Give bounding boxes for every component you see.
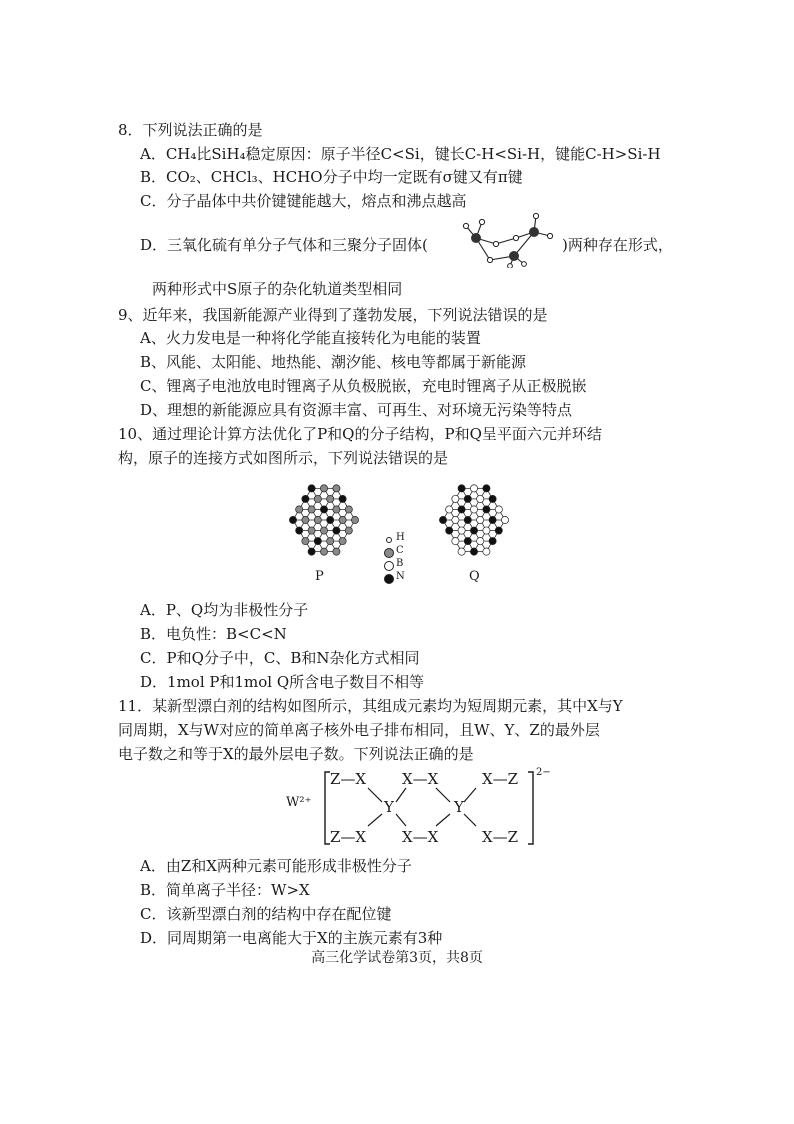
atom-marker	[308, 506, 315, 513]
atom-marker	[333, 485, 340, 492]
group-bottom-right: X—Z	[482, 828, 519, 846]
atom-marker	[464, 495, 471, 502]
atom-marker	[483, 548, 490, 555]
atom-marker	[289, 516, 296, 523]
atom-marker	[314, 537, 321, 544]
group-top-right: X—Z	[482, 770, 519, 788]
legend-label-n: N	[396, 571, 405, 582]
atom-marker	[302, 495, 309, 502]
legend-label-h: H	[396, 532, 405, 543]
atom-marker	[308, 548, 315, 555]
molecule-q-figure	[428, 474, 520, 566]
q9-option-c: C、锂离子电池放电时锂离子从负极脱嵌，充电时锂离子从正极脱嵌	[140, 377, 587, 395]
molecule-q-label: Q	[469, 569, 480, 584]
atom-marker	[470, 506, 477, 513]
sulfur-atom	[471, 233, 481, 243]
atom-marker	[339, 495, 346, 502]
sulfur-atom	[509, 251, 519, 261]
atom-marker	[302, 537, 309, 544]
q9-stem: 9、近年来，我国新能源产业得到了蓬勃发展，下列说法错误的是	[118, 306, 548, 324]
q8-option-d-before: D．三氧化硫有单分子气体和三聚分子固体(	[140, 236, 428, 254]
atom-marker	[327, 516, 334, 523]
atom-marker	[320, 506, 327, 513]
atom-marker	[351, 516, 358, 523]
atom-marker	[327, 537, 334, 544]
legend-label-b: B	[396, 558, 404, 569]
atom-marker	[470, 485, 477, 492]
atom-marker	[483, 485, 490, 492]
atom-marker	[501, 516, 508, 523]
q8-stem: 8．下列说法正确的是	[118, 121, 263, 139]
anion-charge: 2−	[536, 767, 551, 778]
q11-option-a: A．由Z和X两种元素可能形成非极性分子	[140, 857, 412, 875]
q10-stem: 10、通过理论计算方法优化了P和Q的分子结构，P和Q呈平面六元并环结	[118, 425, 602, 443]
q8-option-b: B．CO₂、CHCl₃、HCHO分子中均一定既有σ键又有π键	[140, 168, 523, 186]
atom-marker	[308, 485, 315, 492]
q10-option-a: A．P、Q均为非极性分子	[140, 601, 309, 619]
q11-option-c: C．该新型漂白剂的结构中存在配位键	[140, 905, 392, 923]
atom-marker	[470, 548, 477, 555]
atom-marker	[446, 527, 453, 534]
atom-marker	[320, 527, 327, 534]
group-top-mid: X—X	[402, 770, 439, 788]
q10-option-c: C．P和Q分子中，C、B和N杂化方式相同	[140, 649, 420, 667]
atom-marker	[495, 527, 502, 534]
q9-option-d: D、理想的新能源应具有资源丰富、可再生、对环境无污染等特点	[140, 401, 573, 419]
atom-marker	[452, 495, 459, 502]
legend-marker-h	[386, 537, 392, 543]
sulfur-atom	[529, 227, 539, 237]
atom-y-right: Y	[454, 798, 464, 816]
atom-legend	[384, 534, 424, 586]
atom-y-left: Y	[384, 798, 394, 816]
legend-marker-n	[384, 574, 394, 584]
q8-option-d-after: )两种存在形式，	[562, 236, 673, 254]
atom-marker	[302, 516, 309, 523]
atom-marker	[452, 516, 459, 523]
q10-option-b: B．电负性：B<C<N	[140, 625, 287, 643]
atom-marker	[458, 548, 465, 555]
legend-marker-c	[384, 548, 394, 558]
atom-marker	[446, 506, 453, 513]
group-top-left: Z—X	[330, 770, 367, 788]
group-bottom-left: Z—X	[330, 828, 367, 846]
atom-marker	[333, 548, 340, 555]
q8-option-d-continued: 两种形式中S原子的杂化轨道类型相同	[152, 280, 403, 298]
q10-option-d: D．1mol P和1mol Q所含电子数目不相等	[140, 673, 425, 691]
atom-marker	[314, 516, 321, 523]
atom-marker	[452, 537, 459, 544]
legend-marker-b	[384, 561, 394, 571]
atom-marker	[470, 527, 477, 534]
atom-marker	[495, 506, 502, 513]
page-footer: 高三化学试卷第3页，共8页	[311, 950, 483, 966]
q8-option-c: C．分子晶体中共价键键能越大，熔点和沸点越高	[140, 192, 467, 210]
atom-marker	[314, 495, 321, 502]
atom-marker	[489, 516, 496, 523]
atom-marker	[458, 527, 465, 534]
atom-marker	[327, 495, 334, 502]
atom-marker	[483, 506, 490, 513]
atom-marker	[339, 516, 346, 523]
q11-option-d: D．同周期第一电离能大于X的主族元素有3种	[140, 929, 443, 947]
atom-marker	[333, 506, 340, 513]
q10-stem-continued: 构，原子的连接方式如图所示，下列说法错误的是	[118, 449, 449, 467]
q8-option-a: A．CH₄比SiH₄稳定原因：原子半径C<Si，键长C-H<Si-H，键能C-H>Si-H	[140, 145, 661, 163]
q9-option-a: A、火力发电是一种将化学能直接转化为电能的装置	[140, 329, 481, 347]
atom-marker	[345, 506, 352, 513]
molecule-p-label: P	[315, 569, 324, 584]
atom-marker	[477, 495, 484, 502]
atom-marker	[464, 516, 471, 523]
q9-option-b: B、风能、太阳能、地热能、潮汐能、核电等都属于新能源	[140, 353, 527, 371]
atom-marker	[339, 537, 346, 544]
atom-marker	[308, 527, 315, 534]
group-bottom-mid: X—X	[402, 828, 439, 846]
atom-marker	[296, 527, 303, 534]
atom-marker	[477, 537, 484, 544]
atom-marker	[333, 527, 340, 534]
atom-marker	[320, 548, 327, 555]
atom-marker	[345, 527, 352, 534]
atom-marker	[458, 506, 465, 513]
q11-stem-continued-2: 电子数之和等于X的最外层电子数。下列说法正确的是	[118, 745, 474, 763]
atom-marker	[489, 495, 496, 502]
atom-marker	[483, 527, 490, 534]
bleach-structure-diagram	[286, 768, 556, 848]
so3-trimer-figure	[452, 208, 562, 268]
cation-w: W²⁺	[286, 795, 312, 810]
atom-marker	[439, 516, 446, 523]
atom-marker	[489, 537, 496, 544]
q11-option-b: B．简单离子半径：W>X	[140, 881, 310, 899]
q11-stem-continued-1: 同周期，X与W对应的简单离子核外电子排布相同，且W、Y、Z的最外层	[118, 721, 600, 739]
atom-marker	[458, 485, 465, 492]
molecule-p-figure	[278, 474, 370, 566]
legend-label-c: C	[396, 545, 404, 556]
atom-marker	[464, 537, 471, 544]
atom-marker	[296, 506, 303, 513]
atom-marker	[320, 485, 327, 492]
atom-marker	[477, 516, 484, 523]
q11-stem: 11．某新型漂白剂的结构如图所示，其组成元素均为短周期元素，其中X与Y	[118, 697, 623, 715]
